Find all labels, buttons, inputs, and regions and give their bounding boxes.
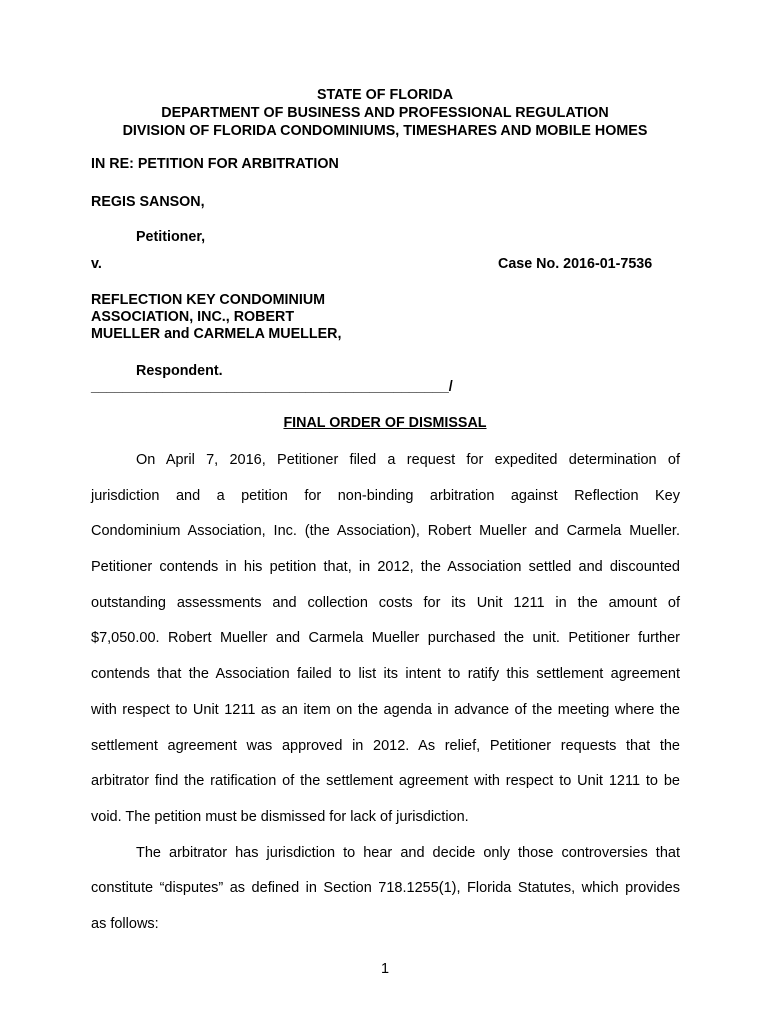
caption-petitioner-name: REGIS SANSON, <box>91 194 205 210</box>
paragraph-line: jurisdiction and a petition for non-binding arbitration against Reflection Key <box>91 488 680 504</box>
paragraph-line: arbitrator find the ratification of the settlement agreement with respect to Unit 1211 to be <box>91 773 680 789</box>
caption-petitioner-label: Petitioner, <box>136 229 206 245</box>
paragraph-line: The arbitrator has jurisdiction to hear and decide only those controversies that <box>136 845 680 861</box>
document-header <box>0 86 770 140</box>
caption-in-re: IN RE: PETITION FOR ARBITRATION <box>91 156 339 172</box>
paragraph-line: On April 7, 2016, Petitioner filed a request for expedited determination of <box>136 452 680 468</box>
page-number: 1 <box>380 961 390 977</box>
respondent-line-2: ASSOCIATION, INC., ROBERT <box>91 309 295 325</box>
paragraph-line: outstanding assessments and collection costs for its Unit 1211 in the amount of <box>91 595 680 611</box>
paragraph-line: contends that the Association failed to list its intent to ratify this settlement agreement <box>91 666 680 682</box>
header-state: STATE OF FLORIDA <box>316 87 454 103</box>
header-department: DEPARTMENT OF BUSINESS AND PROFESSIONAL REGULATION <box>161 105 609 121</box>
paragraph-line: $7,050.00. Robert Mueller and Carmela Mueller purchased the unit. Petitioner further <box>91 630 680 646</box>
paragraph-line: as follows: <box>91 916 159 932</box>
respondent-line-3: MUELLER and CARMELA MUELLER, <box>91 326 342 342</box>
case-number: Case No. 2016-01-7536 <box>498 256 653 272</box>
paragraph-line: with respect to Unit 1211 as an item on the agenda in advance of the meeting where the <box>91 702 680 718</box>
paragraph-line: Condominium Association, Inc. (the Association), Robert Mueller and Carmela Mueller. <box>91 523 680 539</box>
paragraph-line: void. The petition must be dismissed for lack of jurisdiction. <box>91 809 469 825</box>
caption-rule: _____________________________________________/ <box>91 379 453 395</box>
respondent-line-1: REFLECTION KEY CONDOMINIUM <box>91 292 326 308</box>
paragraph-line: Petitioner contends in his petition that, in 2012, the Association settled and discounted <box>91 559 680 575</box>
paragraph-line: settlement agreement was approved in 2012. As relief, Petitioner requests that the <box>91 738 680 754</box>
paragraph-line: constitute “disputes” as defined in Section 718.1255(1), Florida Statutes, which provides <box>91 880 680 896</box>
caption-versus: v. <box>91 256 102 272</box>
order-title: FINAL ORDER OF DISMISSAL <box>283 415 487 431</box>
caption-respondent-label: Respondent. <box>136 363 223 379</box>
header-division: DIVISION OF FLORIDA CONDOMINIUMS, TIMESHARES AND MOBILE HOMES <box>122 123 648 139</box>
